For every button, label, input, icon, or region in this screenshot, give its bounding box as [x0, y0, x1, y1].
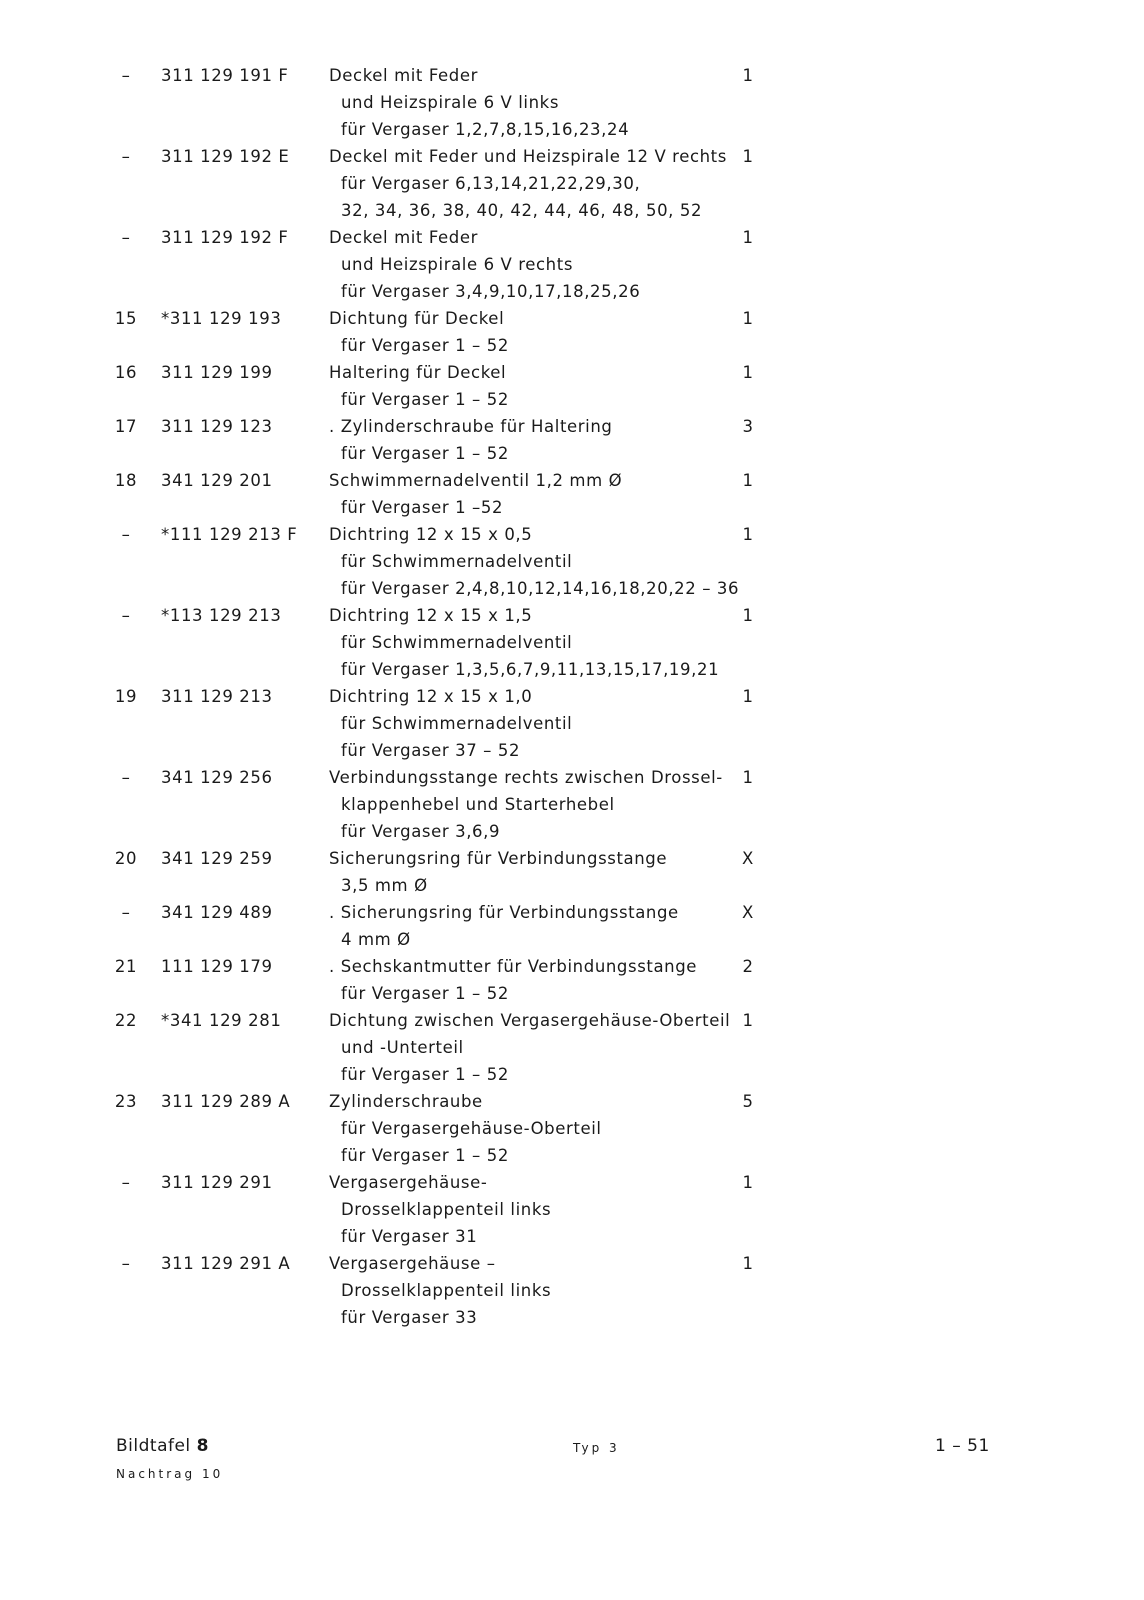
entry-line: [0, 521, 1144, 548]
part-entry: [0, 1250, 1144, 1331]
entry-line: [0, 575, 1144, 602]
quantity: X: [742, 903, 754, 922]
quantity: 1: [742, 606, 754, 625]
part-number: 311 129 213: [161, 687, 273, 706]
entry-line: [0, 1169, 1144, 1196]
part-description-continuation: für Vergasergehäuse-Oberteil: [341, 1119, 602, 1138]
entry-line: [0, 737, 1144, 764]
part-description-continuation: 3,5 mm Ø: [341, 876, 428, 895]
entry-line: [0, 251, 1144, 278]
part-description-continuation: für Vergaser 1 – 52: [341, 390, 509, 409]
part-entry: [0, 143, 1144, 224]
part-description-continuation: für Vergaser 33: [341, 1308, 478, 1327]
position-number: –: [121, 903, 131, 922]
quantity: 1: [742, 768, 754, 787]
entry-line: [0, 1277, 1144, 1304]
part-number: *113 129 213: [161, 606, 282, 625]
entry-line: [0, 926, 1144, 953]
position-number: –: [121, 768, 131, 787]
quantity: 1: [742, 1254, 754, 1273]
entry-line: [0, 305, 1144, 332]
part-number: 341 129 489: [161, 903, 273, 922]
part-description: Dichtring 12 x 15 x 0,5: [329, 525, 533, 544]
quantity: 3: [742, 417, 754, 436]
part-description-continuation: und Heizspirale 6 V links: [341, 93, 560, 112]
part-description-continuation: 4 mm Ø: [341, 930, 411, 949]
part-description-continuation: Drosselklappenteil links: [341, 1200, 552, 1219]
position-number: 22: [114, 1011, 138, 1030]
part-description-continuation: für Vergaser 2,4,8,10,12,14,16,18,20,22 – 36: [341, 579, 740, 598]
part-description-continuation: und Heizspirale 6 V rechts: [341, 255, 574, 274]
entry-line: [0, 359, 1144, 386]
entry-line: [0, 1223, 1144, 1250]
part-entry: [0, 359, 1144, 413]
quantity: 5: [742, 1092, 754, 1111]
position-number: 19: [114, 687, 138, 706]
part-number: 311 129 192 F: [161, 228, 289, 247]
part-description: . Sechskantmutter für Verbindungsstange: [329, 957, 698, 976]
part-description: Zylinderschraube: [329, 1092, 483, 1111]
part-number: 341 129 259: [161, 849, 273, 868]
quantity: 1: [742, 687, 754, 706]
part-description: Deckel mit Feder: [329, 228, 478, 247]
entry-line: [0, 1088, 1144, 1115]
entry-line: [0, 116, 1144, 143]
position-number: –: [121, 606, 131, 625]
part-entry: [0, 1169, 1144, 1250]
part-entry: [0, 899, 1144, 953]
part-number: *341 129 281: [161, 1011, 282, 1030]
entry-line: [0, 494, 1144, 521]
part-description: Haltering für Deckel: [329, 363, 507, 382]
part-description-continuation: für Vergaser 1,2,7,8,15,16,23,24: [341, 120, 630, 139]
part-description-continuation: 32, 34, 36, 38, 40, 42, 44, 46, 48, 50, 52: [341, 201, 703, 220]
entry-line: [0, 791, 1144, 818]
entry-line: [0, 872, 1144, 899]
type-label: Typ 3: [573, 1441, 620, 1455]
part-number: 341 129 256: [161, 768, 273, 787]
part-description-continuation: für Vergaser 1 – 52: [341, 444, 509, 463]
part-description-continuation: für Vergaser 31: [341, 1227, 478, 1246]
part-description-continuation: für Vergaser 1 – 52: [341, 336, 509, 355]
part-number: 311 129 289 A: [161, 1092, 291, 1111]
part-number: *111 129 213 F: [161, 525, 298, 544]
part-entry: [0, 683, 1144, 764]
position-number: 20: [114, 849, 138, 868]
entry-line: [0, 1250, 1144, 1277]
part-entry: [0, 224, 1144, 305]
part-description-continuation: für Vergaser 6,13,14,21,22,29,30,: [341, 174, 641, 193]
position-number: –: [121, 228, 131, 247]
quantity: 1: [742, 228, 754, 247]
position-number: 15: [114, 309, 138, 328]
part-description: Deckel mit Feder und Heizspirale 12 V rechts: [329, 147, 727, 166]
entry-line: [0, 170, 1144, 197]
entry-line: [0, 1007, 1144, 1034]
quantity: 1: [742, 363, 754, 382]
entry-line: [0, 278, 1144, 305]
part-description-continuation: klappenhebel und Starterhebel: [341, 795, 615, 814]
part-entry: [0, 953, 1144, 1007]
part-description-continuation: für Vergaser 1 – 52: [341, 1146, 509, 1165]
quantity: 1: [742, 1173, 754, 1192]
part-entry: [0, 413, 1144, 467]
part-entry: [0, 1088, 1144, 1169]
part-description: . Zylinderschraube für Haltering: [329, 417, 613, 436]
position-number: –: [121, 525, 131, 544]
part-description-continuation: Drosselklappenteil links: [341, 1281, 552, 1300]
part-number: 341 129 201: [161, 471, 273, 490]
part-number: 311 129 291 A: [161, 1254, 291, 1273]
quantity: 1: [742, 525, 754, 544]
quantity: 1: [742, 147, 754, 166]
entry-line: [0, 1115, 1144, 1142]
entry-line: [0, 224, 1144, 251]
entry-line: [0, 1034, 1144, 1061]
part-description-continuation: für Vergaser 1 – 52: [341, 984, 509, 1003]
entry-line: [0, 953, 1144, 980]
part-number: 311 129 199: [161, 363, 273, 382]
entry-line: [0, 845, 1144, 872]
part-entry: [0, 467, 1144, 521]
entry-line: [0, 656, 1144, 683]
entry-line: [0, 89, 1144, 116]
part-number: 111 129 179: [161, 957, 273, 976]
entry-line: [0, 467, 1144, 494]
entry-line: [0, 980, 1144, 1007]
quantity: 1: [742, 66, 754, 85]
part-description: Dichtung zwischen Vergasergehäuse-Oberteil: [329, 1011, 731, 1030]
position-number: 17: [114, 417, 138, 436]
entry-line: [0, 386, 1144, 413]
entry-line: [0, 683, 1144, 710]
entry-line: [0, 197, 1144, 224]
entry-line: [0, 1142, 1144, 1169]
part-description: Verbindungsstange rechts zwischen Drossel-: [329, 768, 723, 787]
part-entry: [0, 602, 1144, 683]
part-description: . Sicherungsring für Verbindungsstange: [329, 903, 679, 922]
part-description: Vergasergehäuse-: [329, 1173, 488, 1192]
entry-line: [0, 548, 1144, 575]
plate-label-text: Bildtafel: [116, 1436, 191, 1456]
part-description: Dichtung für Deckel: [329, 309, 505, 328]
entry-line: [0, 818, 1144, 845]
quantity: X: [742, 849, 754, 868]
part-description-continuation: für Schwimmernadelventil: [341, 714, 573, 733]
part-description-continuation: und -Unterteil: [341, 1038, 464, 1057]
entry-line: [0, 332, 1144, 359]
entry-line: [0, 413, 1144, 440]
position-number: –: [121, 147, 131, 166]
position-number: –: [121, 66, 131, 85]
position-number: 21: [114, 957, 138, 976]
position-number: –: [121, 1254, 131, 1273]
entry-line: [0, 602, 1144, 629]
parts-list: [0, 62, 1144, 1331]
supplement-label: Nachtrag 10: [116, 1467, 224, 1481]
part-number: 311 129 123: [161, 417, 273, 436]
part-description-continuation: für Vergaser 1 – 52: [341, 1065, 509, 1084]
plate-label: [116, 1436, 209, 1456]
part-entry: [0, 521, 1144, 602]
position-number: 23: [114, 1092, 138, 1111]
part-number: 311 129 192 E: [161, 147, 290, 166]
part-number: *311 129 193: [161, 309, 282, 328]
part-description-continuation: für Vergaser 37 – 52: [341, 741, 521, 760]
part-description: Schwimmernadelventil 1,2 mm Ø: [329, 471, 623, 490]
part-description: Sicherungsring für Verbindungsstange: [329, 849, 668, 868]
part-entry: [0, 764, 1144, 845]
plate-number: 8: [196, 1436, 209, 1456]
page-number: 1 – 51: [935, 1436, 990, 1456]
entry-line: [0, 899, 1144, 926]
entry-line: [0, 1061, 1144, 1088]
part-entry: [0, 62, 1144, 143]
part-number: 311 129 191 F: [161, 66, 289, 85]
part-number: 311 129 291: [161, 1173, 273, 1192]
quantity: 1: [742, 309, 754, 328]
entry-line: [0, 1304, 1144, 1331]
position-number: 18: [114, 471, 138, 490]
part-entry: [0, 845, 1144, 899]
entry-line: [0, 710, 1144, 737]
part-description-continuation: für Vergaser 3,6,9: [341, 822, 501, 841]
part-description: Dichtring 12 x 15 x 1,5: [329, 606, 533, 625]
entry-line: [0, 62, 1144, 89]
part-description: Vergasergehäuse –: [329, 1254, 496, 1273]
entry-line: [0, 143, 1144, 170]
position-number: –: [121, 1173, 131, 1192]
entry-line: [0, 440, 1144, 467]
part-description: Deckel mit Feder: [329, 66, 478, 85]
part-description-continuation: für Vergaser 3,4,9,10,17,18,25,26: [341, 282, 641, 301]
entry-line: [0, 1196, 1144, 1223]
entry-line: [0, 629, 1144, 656]
part-description: Dichtring 12 x 15 x 1,0: [329, 687, 533, 706]
part-description-continuation: für Vergaser 1,3,5,6,7,9,11,13,15,17,19,21: [341, 660, 720, 679]
part-entry: [0, 1007, 1144, 1088]
part-description-continuation: für Schwimmernadelventil: [341, 552, 573, 571]
quantity: 2: [742, 957, 754, 976]
quantity: 1: [742, 1011, 754, 1030]
part-description-continuation: für Vergaser 1 –52: [341, 498, 504, 517]
part-entry: [0, 305, 1144, 359]
part-description-continuation: für Schwimmernadelventil: [341, 633, 573, 652]
position-number: 16: [114, 363, 138, 382]
entry-line: [0, 764, 1144, 791]
quantity: 1: [742, 471, 754, 490]
